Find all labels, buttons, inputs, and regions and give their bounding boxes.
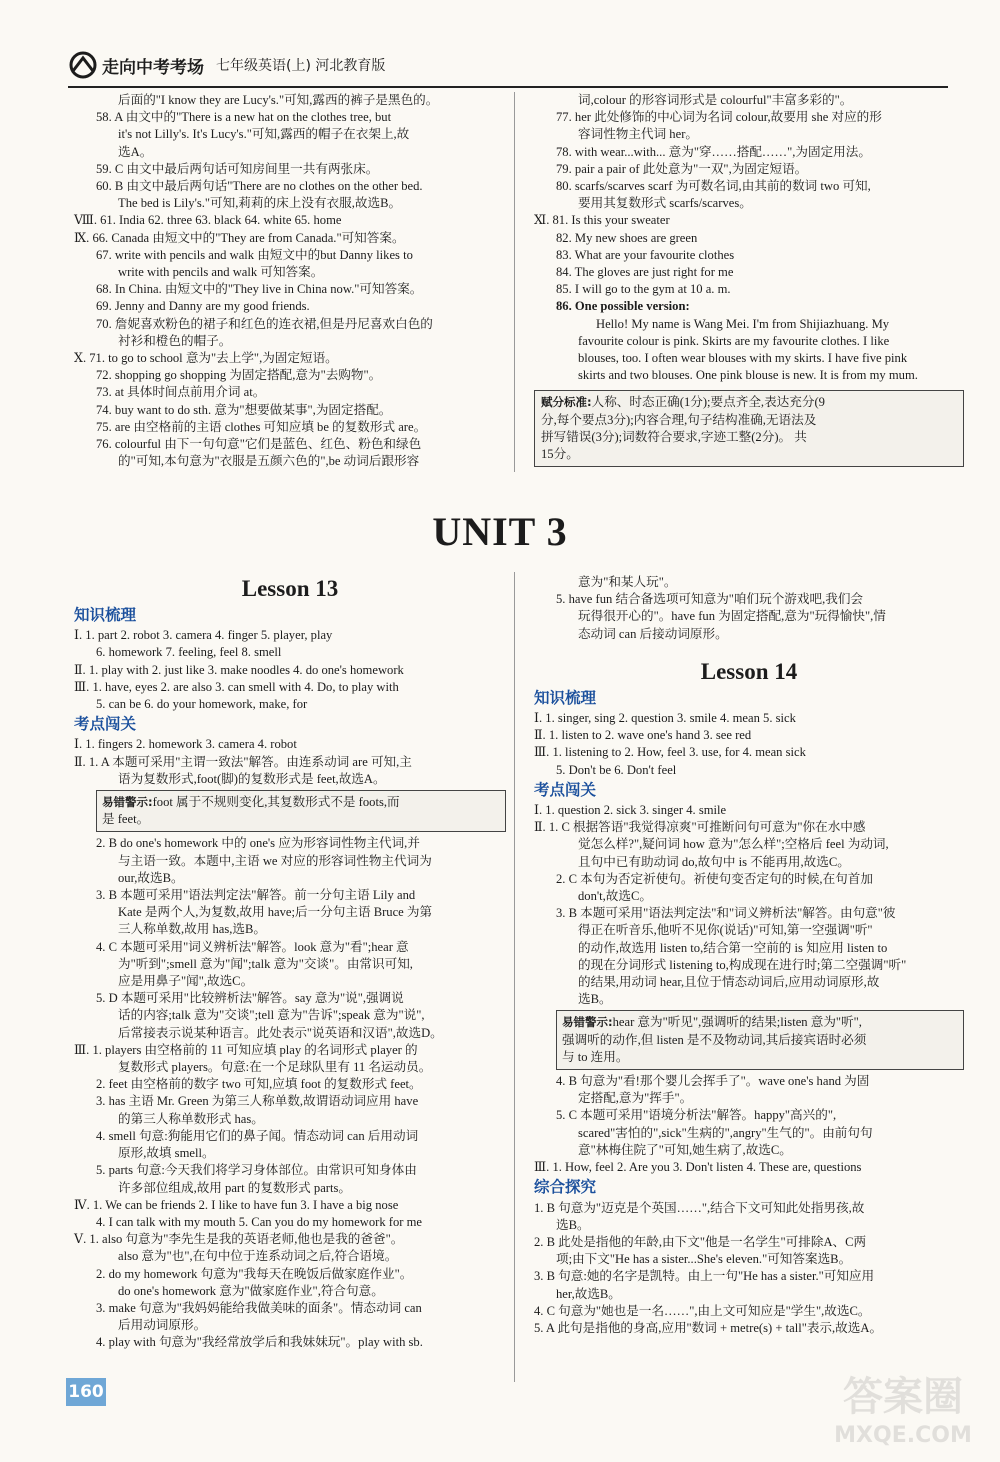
text-line: 原形,故填 smell。 — [118, 1146, 215, 1161]
text-line: 4. play with 句意为"我经常放学后和我妹妹玩"。play with sb. — [96, 1335, 423, 1350]
text-line: 3. B 本题可采用"语法判定法"解答。前一分句主语 Lily and — [96, 888, 416, 903]
text-line: Ⅰ. 1. part 2. robot 3. camera 4. finger 5. player, play — [74, 628, 333, 643]
text-line: 80. scarfs/scarves scarf 为可数名词,由其前的数词 two 可知, — [556, 179, 871, 194]
text-line: 84. The gloves are just right for me — [556, 265, 734, 280]
top-left-column — [74, 92, 506, 470]
text-line: Ⅲ. 1. players 由空格前的 11 可知应填 play 的名词形式 player 的 — [74, 1042, 418, 1057]
text-line: 76. colourful 由下一句句意"它们是蓝色、红色、粉色和绿色 — [96, 437, 422, 452]
text-line: 5. Don't be 6. Don't feel — [556, 762, 677, 777]
text-line: 要用其复数形式 scarfs/scarves。 — [578, 196, 752, 211]
score-criteria-line: 人称、时态正确(1分);要点齐全,表达充分(9 — [591, 395, 825, 410]
column-divider-top — [514, 92, 515, 472]
text-line: Ⅰ. 1. fingers 2. homework 3. camera 4. robot — [74, 737, 297, 752]
warning-line: foot 属于不规则变化,其复数形式不是 foots,而 — [152, 795, 400, 810]
warning-line: hear 意为"听见",强调听的结果;listen 意为"听", — [612, 1015, 862, 1030]
text-line: 衬衫和橙色的帽子。 — [118, 333, 232, 348]
warning-line: 强调听的动作,但 listen 是不及物动词,其后接宾语时必须 — [562, 1032, 867, 1047]
text-line: 3. B 句意:她的名字是凯特。由上一句"He has a sister."可知应用 — [534, 1269, 875, 1284]
lesson14-zhishi-heading: 知识梳理 — [534, 688, 597, 707]
text-line: 3. has 主语 Mr. Green 为第三人称单数,故谓语动词应用 have — [96, 1094, 419, 1109]
text-line: 5. C 本题可采用"语境分析法"解答。happy"高兴的", — [556, 1108, 837, 1123]
text-line: 5. D 本题可采用"比较辨析法"解答。say 意为"说",强调说 — [96, 991, 404, 1006]
text-line: blouses, too. I often wear blouses with my skirts. I have five pink — [578, 351, 908, 366]
text-line: 5. can be 6. do your homework, make, for — [96, 697, 308, 712]
text-line: 与主语一致。本题中,主语 we 对应的形容词性物主代词为 — [118, 853, 432, 868]
text-line: 态动词 can 后接动词原形。 — [578, 626, 728, 641]
text-line: 许多部位组成,故用 part 的复数形式 parts。 — [118, 1180, 351, 1195]
text-line: 4. B 句意为"看!那个婴儿会挥手了"。wave one's hand 为固 — [556, 1074, 870, 1089]
lesson14-zonghe-heading: 综合探究 — [534, 1178, 597, 1197]
text-line: 的结果,用动词 hear,且位于情态动词后,应用动词原形,故 — [578, 975, 880, 990]
text-line: 72. shopping go shopping 为固定搭配,意为"去购物"。 — [96, 368, 382, 383]
score-criteria-line: 15分。 — [541, 447, 579, 462]
page-header — [68, 48, 948, 82]
lesson13-warning-note — [96, 790, 506, 832]
text-line: 3. make 句意为"我妈妈能给我做美味的面条"。情态动词 can — [96, 1300, 422, 1315]
column-divider-bottom — [514, 572, 515, 1382]
text-line: Ⅸ. 66. Canada 由短文中的"They are from Canada."可知答案。 — [74, 230, 405, 245]
warning-line: 与 to 连用。 — [562, 1049, 629, 1064]
lesson14-title: Lesson 14 — [700, 658, 798, 684]
lesson13-title: Lesson 13 — [241, 576, 339, 601]
text-line: 意"林梅住院了"可知,她生病了,故选C。 — [578, 1142, 792, 1157]
text-line: 话的内容;talk 意为"交谈";tell 意为"告诉";speak 意为"说", — [118, 1008, 425, 1023]
text-line: 应是用鼻子"闻",故选C。 — [118, 974, 254, 989]
warning-label: 易错警示: — [102, 795, 153, 810]
score-criteria-box — [534, 390, 964, 467]
text-line: 85. I will go to the gym at 10 a. m. — [556, 282, 731, 297]
text-line: Ⅱ. 1. listen to 2. wave one's hand 3. see red — [534, 728, 752, 743]
lesson13-zhishi-heading: 知识梳理 — [74, 606, 137, 624]
lesson14-column — [534, 574, 964, 1337]
text-line: Ⅱ. 1. A 本题可采用"主谓一致法"解答。由连系动词 are 可知,主 — [74, 754, 412, 769]
score-criteria-label: 赋分标准: — [541, 395, 592, 410]
text-line: 选A。 — [118, 144, 153, 159]
text-line: The bed is Lily's."可知,莉莉的床上没有衣服,故选B。 — [118, 196, 402, 211]
text-line: skirts and two blouses. One pink blouse is new. It is from my mum. — [578, 368, 918, 383]
text-line: Ⅱ. 1. C 根据答语"我觉得凉爽"可推断问句可意为"你在水中感 — [534, 820, 866, 835]
text-line: Ⅲ. 1. listening to 2. How, feel 3. use, for 4. mean sick — [534, 745, 806, 760]
text-line: Ⅰ. 1. singer, sing 2. question 3. smile 4. mean 5. sick — [534, 711, 796, 726]
publisher-logo-icon — [68, 50, 98, 80]
text-line: Ⅴ. 1. also 句意为"李先生是我的英语老师,他也是我的爸爸"。 — [74, 1232, 404, 1247]
text-line: 59. C 由文中最后两句话可知房间里一共有两张床。 — [96, 161, 379, 176]
text-line: 2. C 本句为否定祈使句。祈使句变否定句的时候,在句首加 — [556, 871, 873, 886]
text-line: do one's homework 意为"做家庭作业",符合句意。 — [118, 1283, 384, 1298]
text-line: Ⅹ. 71. to go to school 意为"去上学",为固定短语。 — [74, 351, 338, 366]
text-line: it's not Lilly's. It's Lucy's."可知,露西的帽子在衣架上,故 — [118, 127, 410, 142]
text-line: 70. 詹妮喜欢粉色的裙子和红色的连衣裙,但是丹尼喜欢白色的 — [96, 316, 433, 331]
header-brand: 走向中考考场 — [102, 57, 204, 78]
text-line: 2. B do one's homework 中的 one's 应为形容词性物主代词,并 — [96, 836, 420, 851]
text-line: 86. One possible version: — [556, 299, 690, 314]
text-line: 5. have fun 结合备选项可知意为"咱们玩个游戏吧,我们会 — [556, 592, 864, 607]
score-criteria-line: 分,每个要点3分);内容合理,句子结构准确,无语法及 — [541, 412, 817, 427]
text-line: 4. I can talk with my mouth 5. Can you do my homework for me — [96, 1214, 422, 1229]
text-line: 2. B 此处是指他的年龄,由下文"他是一名学生"可排除A、C两 — [534, 1234, 867, 1249]
score-criteria-line: 拼写错误(3分);词数符合要求,字迹工整(2分)。 共 — [541, 429, 807, 444]
text-line: 容词性物主代词 her。 — [578, 127, 698, 142]
text-line: 后常接表示说某种语言。此处表示"说英语和汉语",故选D。 — [118, 1025, 443, 1040]
text-line: 75. are 由空格前的主语 clothes 可知应填 be 的复数形式 are。 — [96, 419, 427, 434]
text-line: 74. buy want to do sth. 意为"想要做某事",为固定搭配。 — [96, 402, 392, 417]
text-line: Ⅲ. 1. How, feel 2. Are you 3. Don't listen 4. These are, questions — [534, 1160, 862, 1175]
text-line: 60. B 由文中最后两句话"There are no clothes on the other bed. — [96, 179, 423, 194]
text-line: 定搭配,意为"挥手"。 — [578, 1091, 693, 1106]
lesson14-kaodian-heading: 考点闯关 — [534, 780, 597, 799]
text-line: 3. B 本题可采用"语法判定法"和"词义辨析法"解答。由句意"彼 — [556, 906, 896, 921]
text-line: 的现在分词形式 listening to,构成现在进行时;第二空强调"听" — [578, 957, 907, 972]
text-line: Ⅷ. 61. India 62. three 63. black 64. white 65. home — [74, 213, 342, 228]
text-line: 的第三人称单数形式 has。 — [118, 1111, 264, 1126]
text-line: 4. C 句意为"她也是一名……",由上文可知应是"学生",故选C。 — [534, 1303, 871, 1318]
text-line: 82. My new shoes are green — [556, 230, 698, 245]
warning-label: 易错警示: — [562, 1015, 613, 1030]
text-line: our,故选B。 — [118, 870, 184, 885]
text-line: 后面的"I know they are Lucy's."可知,露西的裤子是黑色的。 — [118, 93, 439, 107]
text-line: 6. homework 7. feeling, feel 8. smell — [96, 645, 282, 660]
text-line: Ⅱ. 1. play with 2. just like 3. make noodles 4. do one's homework — [74, 662, 404, 677]
text-line: 4. smell 句意:狗能用它们的鼻子闻。情态动词 can 后用动词 — [96, 1128, 419, 1143]
text-line: 1. B 句意为"迈克是个英国……",结合下文可知此处指男孩,故 — [534, 1200, 865, 1215]
text-line: 2. do my homework 句意为"我每天在晚饭后做家庭作业"。 — [96, 1266, 413, 1281]
text-line: Hello! My name is Wang Mei. I'm from Shijiazhuang. My — [596, 316, 890, 331]
lesson13-kaodian-heading: 考点闯关 — [74, 715, 137, 734]
text-line: Ⅺ. 81. Is this your sweater — [534, 213, 670, 228]
text-line: her,故选B。 — [556, 1286, 621, 1301]
text-line: 83. What are your favourite clothes — [556, 247, 735, 262]
unit-title: UNIT 3 — [432, 509, 568, 554]
watermark-text-cn: 答案圈 — [843, 1374, 963, 1420]
lesson13-column — [74, 574, 506, 1352]
page-number: 160 — [66, 1378, 106, 1406]
header-rule — [68, 86, 948, 88]
text-line: 选B。 — [578, 992, 612, 1007]
text-line: 69. Jenny and Danny are my good friends. — [96, 299, 310, 314]
text-line: Ⅲ. 1. have, eyes 2. are also 3. can smell with 4. Do, to play with — [74, 679, 399, 694]
watermark-logo — [818, 1360, 988, 1452]
text-line: don't,故选C。 — [578, 889, 652, 904]
text-line: 73. at 具体时间点前用介词 at。 — [96, 385, 266, 400]
text-line: 且句中已有助动词 do,故句中 is 不能再用,故选C。 — [578, 854, 850, 869]
text-line: 67. write with pencils and walk 由短文中的but Danny likes to — [96, 247, 413, 262]
text-line: 意为"和某人玩"。 — [578, 575, 677, 589]
text-line: 58. A 由文中的"There is a new hat on the clothes tree, but — [96, 110, 392, 125]
text-line: 的动作,故选用 listen to,结合第一空前的 is 知应用 listen to — [578, 940, 888, 955]
text-line: also 意为"也",在句中位于连系动词之后,符合语境。 — [118, 1249, 398, 1264]
text-line: 77. her 此处修饰的中心词为名词 colour,故要用 she 对应的形 — [556, 110, 882, 125]
text-line: 2. feet 由空格前的数字 two 可知,应填 foot 的复数形式 feet。 — [96, 1077, 422, 1092]
text-line: Ⅳ. 1. We can be friends 2. I like to have fun 3. I have a big nose — [74, 1197, 399, 1212]
text-line: 后用动词原形。 — [118, 1318, 207, 1333]
text-line: 78. with wear...with... 意为"穿……搭配……",为固定用法。 — [556, 144, 871, 159]
text-line: 5. A 此句是指他的身高,应用"数词 + metre(s) + tall"表示,故选A。 — [534, 1320, 883, 1335]
warning-line: 是 feet。 — [102, 812, 150, 827]
text-line: 三人称单数,故用 has,选B。 — [118, 922, 266, 937]
text-line: 项;由下文"He has a sister...She's eleven."可知答案选B。 — [556, 1252, 852, 1267]
top-right-column — [534, 92, 964, 467]
lesson14-warning-note — [556, 1010, 964, 1070]
text-line: Ⅰ. 1. question 2. sick 3. singer 4. smile — [534, 803, 727, 818]
text-line: 得正在听音乐,他听不见你(说话)"可知,第一空强调"听" — [578, 923, 873, 938]
text-line: 4. C 本题可采用"词义辨析法"解答。look 意为"看";hear 意 — [96, 939, 409, 954]
text-line: 玩得很开心的"。have fun 为固定搭配,意为"玩得愉快",情 — [578, 609, 886, 624]
header-subtitle: 七年级英语(上) 河北教育版 — [216, 58, 386, 74]
text-line: 79. pair a pair of 此处意为"一双",为固定短语。 — [556, 161, 808, 176]
text-line: write with pencils and walk 可知答案。 — [118, 265, 324, 280]
text-line: 的"可知,本句意为"衣服是五颜六色的",be 动词后跟形容 — [118, 454, 420, 469]
text-line: favourite colour is pink. Skirts are my favourite clothes. I like — [578, 333, 890, 348]
text-line: 5. parts 句意:今天我们将学习身体部位。由常识可知身体由 — [96, 1163, 417, 1178]
text-line: 语为复数形式,foot(脚)的复数形式是 feet,故选A。 — [118, 771, 386, 786]
text-line: 为"听到";smell 意为"闻";talk 意为"交谈"。由常识可知, — [118, 956, 413, 971]
text-line: 复数形式 players。句意:在一个足球队里有 11 名运动员。 — [118, 1060, 432, 1075]
text-line: scared"害怕的",sick"生病的",angry"生气的"。由前句句 — [578, 1125, 873, 1140]
watermark-text-url: MXQE.COM — [834, 1423, 972, 1448]
text-line: 选B。 — [556, 1217, 590, 1232]
text-line: 觉怎么样?",疑问词 how 意为"怎么样";空格后 feel 为动词, — [578, 837, 889, 852]
text-line: Kate 是两个人,为复数,故用 have;后一分句主语 Bruce 为第 — [118, 905, 433, 920]
text-line: 68. In China. 由短文中的"They live in China now."可知答案。 — [96, 282, 423, 297]
text-line: 词,colour 的形容词形式是 colourful"丰富多彩的"。 — [578, 93, 853, 107]
